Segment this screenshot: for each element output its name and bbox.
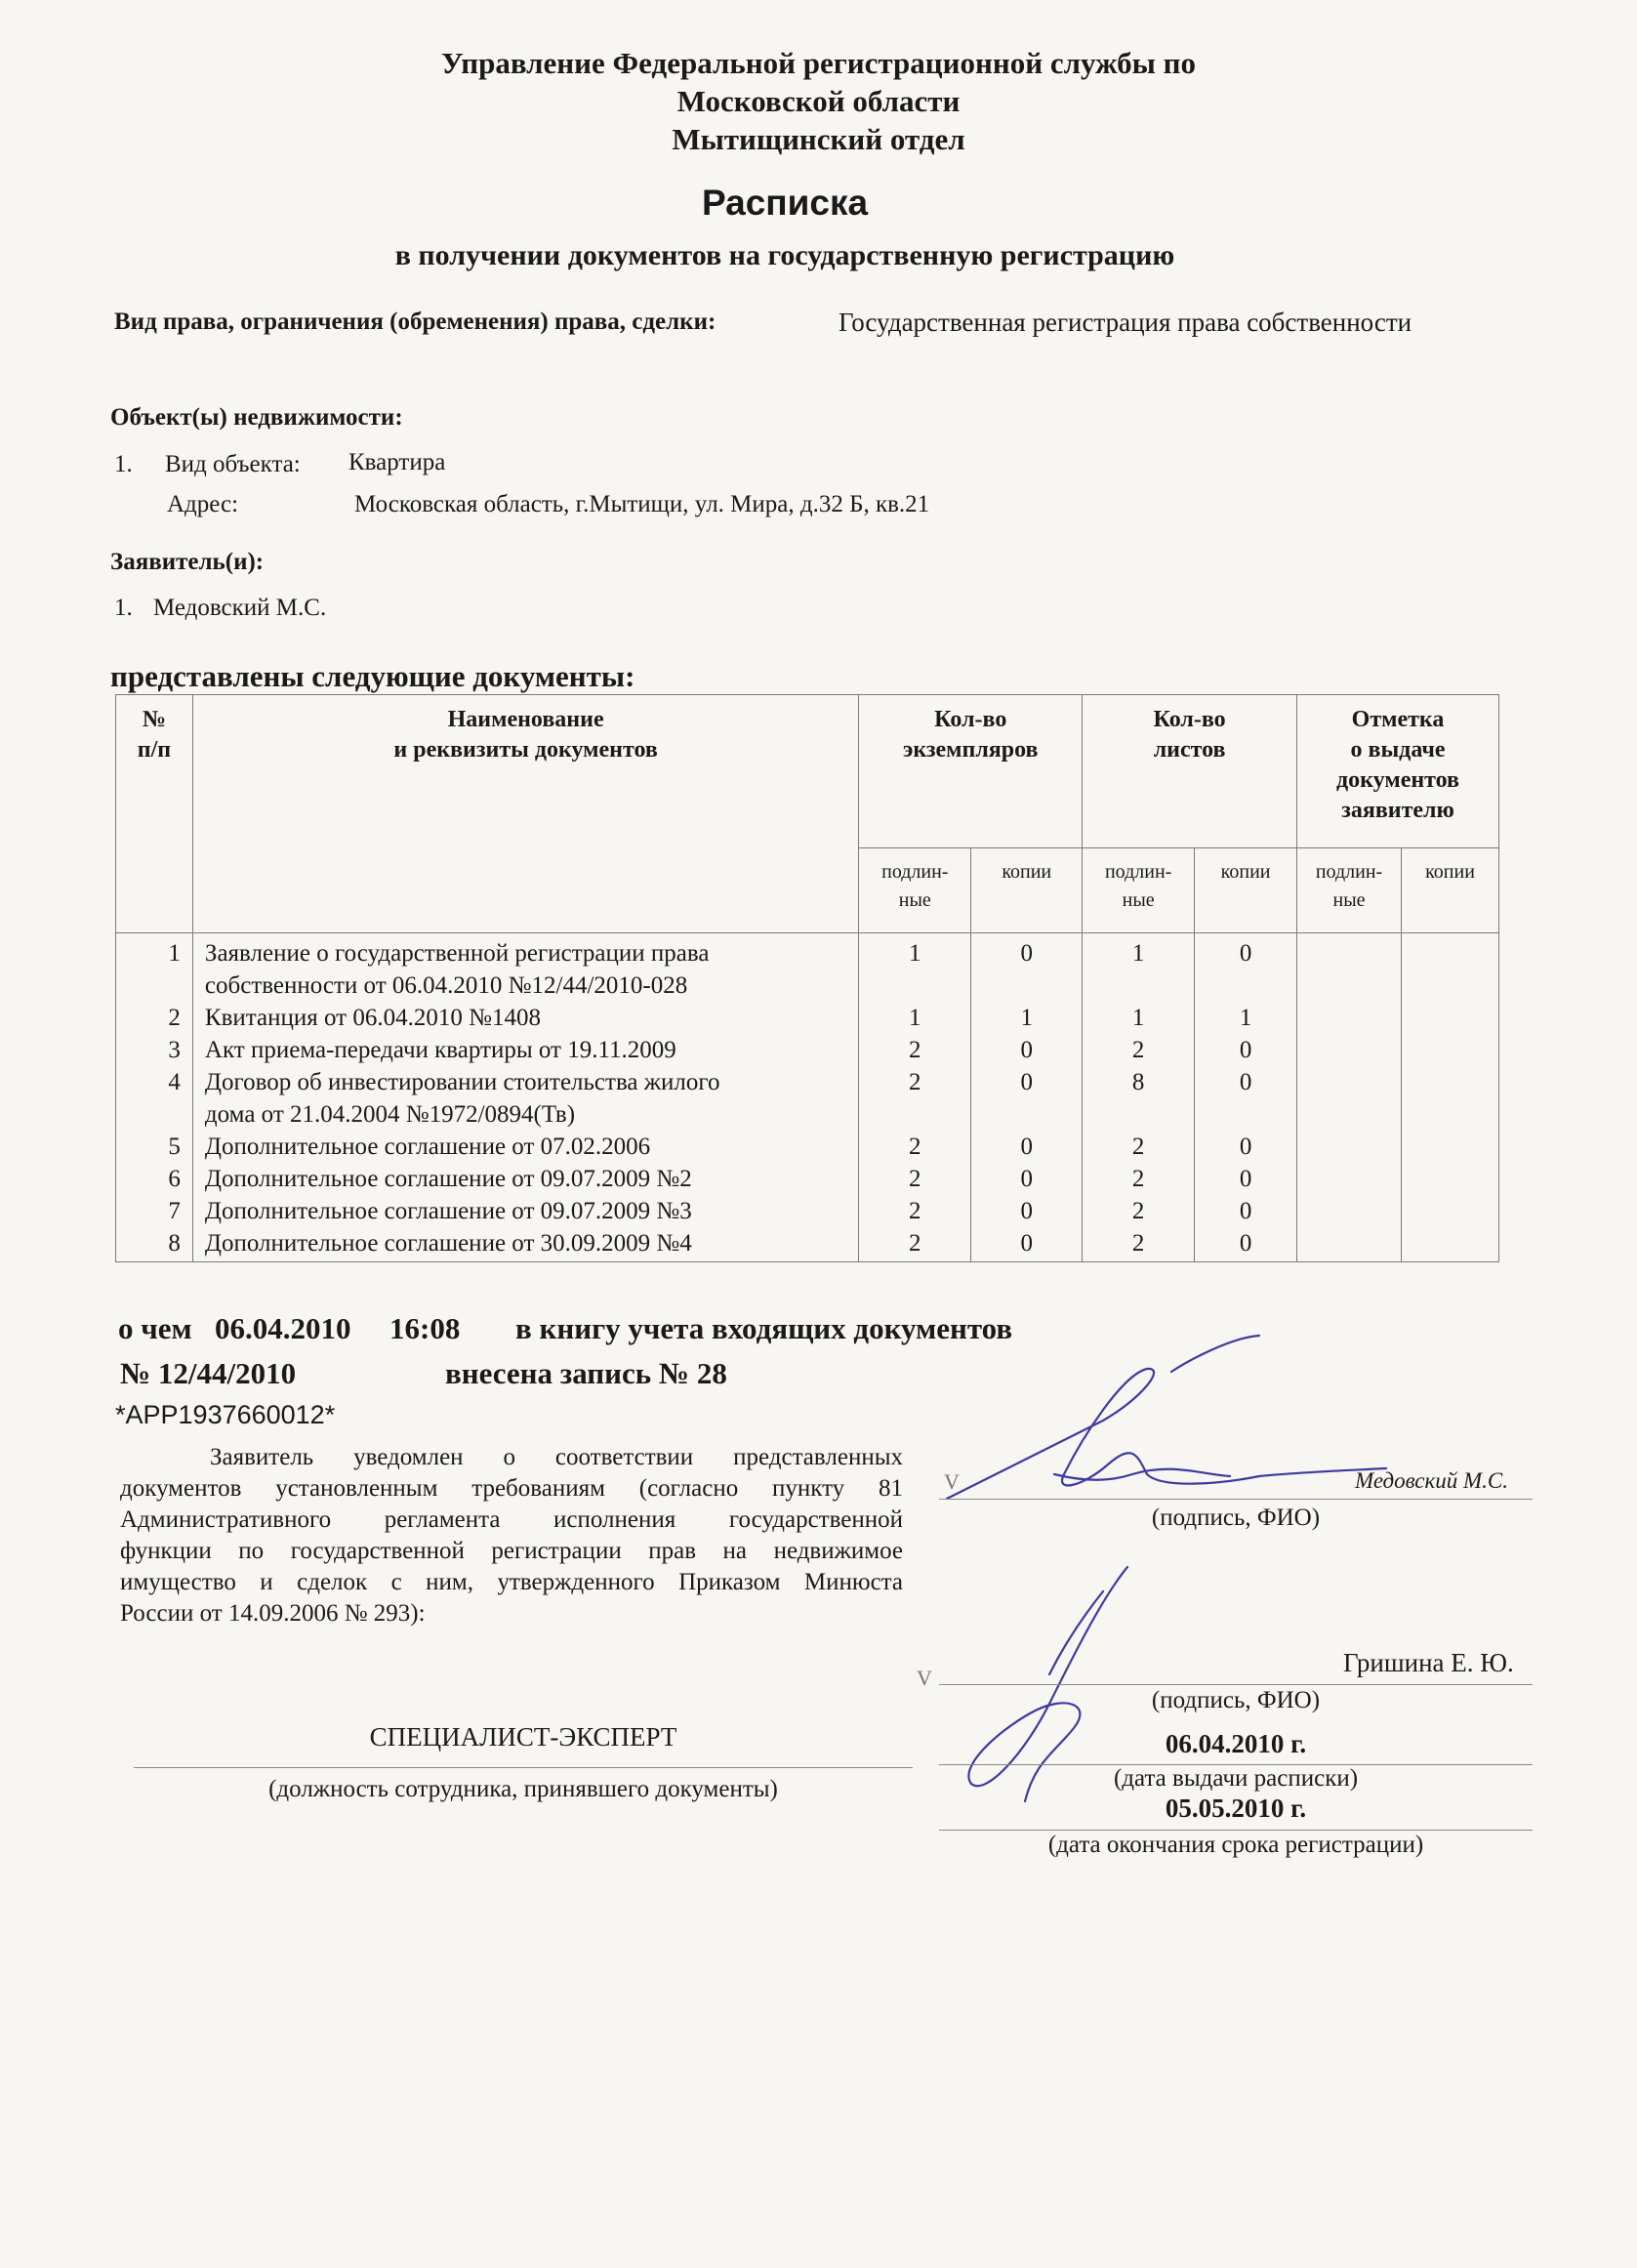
row-number: 4 bbox=[116, 1066, 193, 1131]
object-number: 1. bbox=[114, 451, 133, 477]
position-line bbox=[134, 1767, 913, 1768]
issue-mark-copies bbox=[1402, 1066, 1499, 1131]
deadline-caption: (дата окончания срока регистрации) bbox=[1047, 1832, 1424, 1858]
sheets-originals: 2 bbox=[1083, 1227, 1195, 1262]
issue-mark-originals bbox=[1297, 1002, 1402, 1034]
authority-line-2: Московской области bbox=[676, 84, 961, 118]
entry-book-number: № 12/44/2010 bbox=[120, 1356, 297, 1390]
table-row bbox=[116, 1195, 1499, 1227]
row-number: 3 bbox=[116, 1034, 193, 1066]
sub-header-copies: копии bbox=[1195, 848, 1297, 933]
applicant-signature-name: Медовский М.С. bbox=[1355, 1468, 1509, 1493]
sheets-originals: 1 bbox=[1083, 933, 1195, 1003]
sub-header-copies: копии bbox=[971, 848, 1083, 933]
sheets-originals: 2 bbox=[1083, 1163, 1195, 1195]
applicant-signature-line bbox=[939, 1499, 1533, 1500]
right-type-label: Вид права, ограничения (обременения) права, сделки: bbox=[114, 309, 716, 335]
sub-header-originals: подлин- ные bbox=[1083, 848, 1195, 933]
sheets-copies: 0 bbox=[1195, 1034, 1297, 1066]
issue-mark-originals bbox=[1297, 1034, 1402, 1066]
sheets-originals: 8 bbox=[1083, 1066, 1195, 1131]
applicant-name: Медовский М.С. bbox=[153, 595, 327, 621]
copies-copies: 0 bbox=[971, 1195, 1083, 1227]
issue-mark-copies bbox=[1402, 1034, 1499, 1066]
document-subtitle: в получении документов на государственную регистрацию bbox=[394, 239, 1175, 271]
document-title: Расписка bbox=[701, 183, 869, 223]
issue-mark-originals bbox=[1297, 1066, 1402, 1131]
applicant-sign-mark: V bbox=[944, 1469, 960, 1494]
issue-date: 06.04.2010 г. bbox=[1165, 1729, 1307, 1758]
issue-mark-copies bbox=[1402, 1163, 1499, 1195]
table-row bbox=[116, 1002, 1499, 1034]
issue-mark-copies bbox=[1402, 1131, 1499, 1163]
applicants-heading: Заявитель(и): bbox=[110, 549, 265, 575]
col-header-issue-mark: Отметка о выдаче документов заявителю bbox=[1297, 695, 1499, 848]
col-header-number: № п/п bbox=[116, 695, 193, 933]
sheets-copies: 0 bbox=[1195, 1066, 1297, 1131]
object-type-label: Вид объекта: bbox=[165, 451, 301, 477]
sheets-copies: 0 bbox=[1195, 933, 1297, 1003]
notice-line: Заявитель уведомлен о соответствии представленных bbox=[210, 1444, 903, 1470]
copies-copies: 0 bbox=[971, 1066, 1083, 1131]
document-name: Дополнительное соглашение от 30.09.2009 №4 bbox=[192, 1227, 858, 1262]
notice-line: документов установленным требованиям (согласно пункту 81 bbox=[120, 1475, 903, 1502]
copies-copies: 0 bbox=[971, 1227, 1083, 1262]
col-header-sheets: Кол-во листов bbox=[1083, 695, 1297, 848]
authority-line-3: Мытищинский отдел bbox=[672, 122, 965, 156]
notice-line: России от 14.09.2006 № 293): bbox=[120, 1600, 426, 1627]
entry-prefix: о чем bbox=[118, 1311, 192, 1345]
sheets-copies: 0 bbox=[1195, 1195, 1297, 1227]
specialist-signature-name: Гришина Е. Ю. bbox=[1343, 1648, 1514, 1677]
sheets-copies: 0 bbox=[1195, 1131, 1297, 1163]
copies-copies: 0 bbox=[971, 1163, 1083, 1195]
copies-originals: 2 bbox=[859, 1227, 971, 1262]
entry-time: 16:08 bbox=[389, 1311, 461, 1345]
deadline-line bbox=[939, 1830, 1533, 1831]
issue-mark-originals bbox=[1297, 1195, 1402, 1227]
sub-header-originals: подлин- ные bbox=[1297, 848, 1402, 933]
position-caption: (должность сотрудника, принявшего документы) bbox=[268, 1776, 778, 1802]
issue-mark-originals bbox=[1297, 933, 1402, 1003]
document-name: Договор об инвестировании стоительства жилого дома от 21.04.2004 №1972/0894(Тв) bbox=[192, 1066, 858, 1131]
issue-mark-originals bbox=[1297, 1163, 1402, 1195]
notice-line: функции по государственной регистрации прав на недвижимое bbox=[120, 1538, 903, 1564]
table-header-row bbox=[116, 695, 1499, 848]
sub-header-originals: подлин- ные bbox=[859, 848, 971, 933]
row-number: 1 bbox=[116, 933, 193, 1003]
table-row bbox=[116, 933, 1499, 1003]
document-name: Дополнительное соглашение от 07.02.2006 bbox=[192, 1131, 858, 1163]
table-row bbox=[116, 1066, 1499, 1131]
sheets-copies: 1 bbox=[1195, 1002, 1297, 1034]
copies-originals: 2 bbox=[859, 1163, 971, 1195]
entry-record: внесена запись № 28 bbox=[445, 1356, 727, 1390]
sheets-copies: 0 bbox=[1195, 1163, 1297, 1195]
object-type-value: Квартира bbox=[348, 449, 446, 475]
documents-heading: представлены следующие документы: bbox=[110, 659, 635, 693]
document-name: Дополнительное соглашение от 09.07.2009 №3 bbox=[192, 1195, 858, 1227]
table-row bbox=[116, 1034, 1499, 1066]
issue-mark-originals bbox=[1297, 1227, 1402, 1262]
document-name: Дополнительное соглашение от 09.07.2009 №2 bbox=[192, 1163, 858, 1195]
row-number: 5 bbox=[116, 1131, 193, 1163]
right-type-value: Государственная регистрация права собственности bbox=[839, 308, 1412, 337]
notice-line: имущество и сделок с ним, утвержденного Приказом Минюста bbox=[120, 1569, 903, 1595]
notice-line: Административного регламента исполнения государственной bbox=[120, 1506, 903, 1533]
entry-book: в книгу учета входящих документов bbox=[515, 1311, 1013, 1345]
applicant-signature-caption: (подпись, ФИО) bbox=[1151, 1505, 1321, 1531]
copies-copies: 0 bbox=[971, 1034, 1083, 1066]
issue-mark-copies bbox=[1402, 933, 1499, 1003]
specialist-sign-mark: V bbox=[917, 1666, 932, 1690]
copies-copies: 1 bbox=[971, 1002, 1083, 1034]
barcode-text: *APP1937660012* bbox=[115, 1400, 336, 1429]
applicant-number: 1. bbox=[114, 595, 133, 621]
issue-date-caption: (дата выдачи расписки) bbox=[1113, 1765, 1359, 1792]
specialist-signature-line bbox=[939, 1684, 1533, 1685]
specialist-signature-caption: (подпись, ФИО) bbox=[1151, 1687, 1321, 1713]
copies-originals: 1 bbox=[859, 1002, 971, 1034]
sheets-originals: 2 bbox=[1083, 1195, 1195, 1227]
copies-copies: 0 bbox=[971, 1131, 1083, 1163]
sheets-originals: 2 bbox=[1083, 1034, 1195, 1066]
issue-mark-copies bbox=[1402, 1002, 1499, 1034]
sheets-copies: 0 bbox=[1195, 1227, 1297, 1262]
copies-copies: 0 bbox=[971, 933, 1083, 1003]
col-header-copies: Кол-во экземпляров bbox=[859, 695, 1083, 848]
authority-line-1: Управление Федеральной регистрационной службы по bbox=[441, 46, 1196, 80]
table-row bbox=[116, 1131, 1499, 1163]
issue-mark-copies bbox=[1402, 1195, 1499, 1227]
col-header-name: Наименование и реквизиты документов bbox=[192, 695, 858, 933]
issue-mark-originals bbox=[1297, 1131, 1402, 1163]
row-number: 2 bbox=[116, 1002, 193, 1034]
table-row bbox=[116, 1227, 1499, 1262]
registration-deadline: 05.05.2010 г. bbox=[1165, 1794, 1307, 1823]
row-number: 6 bbox=[116, 1163, 193, 1195]
document-name: Квитанция от 06.04.2010 №1408 bbox=[192, 1002, 858, 1034]
objects-heading: Объект(ы) недвижимости: bbox=[110, 404, 403, 431]
row-number: 8 bbox=[116, 1227, 193, 1262]
sheets-originals: 2 bbox=[1083, 1131, 1195, 1163]
table-row bbox=[116, 1163, 1499, 1195]
copies-originals: 2 bbox=[859, 1131, 971, 1163]
copies-originals: 2 bbox=[859, 1195, 971, 1227]
sub-header-copies: копии bbox=[1402, 848, 1499, 933]
documents-table bbox=[115, 694, 1499, 1262]
document-name: Заявление о государственной регистрации права собственности от 06.04.2010 №12/44/2010-028 bbox=[192, 933, 858, 1003]
address-label: Адрес: bbox=[167, 491, 239, 517]
notice-paragraph bbox=[120, 1442, 903, 1629]
entry-date: 06.04.2010 bbox=[215, 1311, 351, 1345]
applicant-signature bbox=[937, 1328, 1396, 1513]
copies-originals: 2 bbox=[859, 1066, 971, 1131]
row-number: 7 bbox=[116, 1195, 193, 1227]
issue-mark-copies bbox=[1402, 1227, 1499, 1262]
sheets-originals: 1 bbox=[1083, 1002, 1195, 1034]
address-value: Московская область, г.Мытищи, ул. Мира, д.32 Б, кв.21 bbox=[354, 491, 930, 517]
employee-position: СПЕЦИАЛИСТ-ЭКСПЕРТ bbox=[369, 1722, 677, 1752]
copies-originals: 1 bbox=[859, 933, 971, 1003]
document-name: Акт приема-передачи квартиры от 19.11.2009 bbox=[192, 1034, 858, 1066]
copies-originals: 2 bbox=[859, 1034, 971, 1066]
